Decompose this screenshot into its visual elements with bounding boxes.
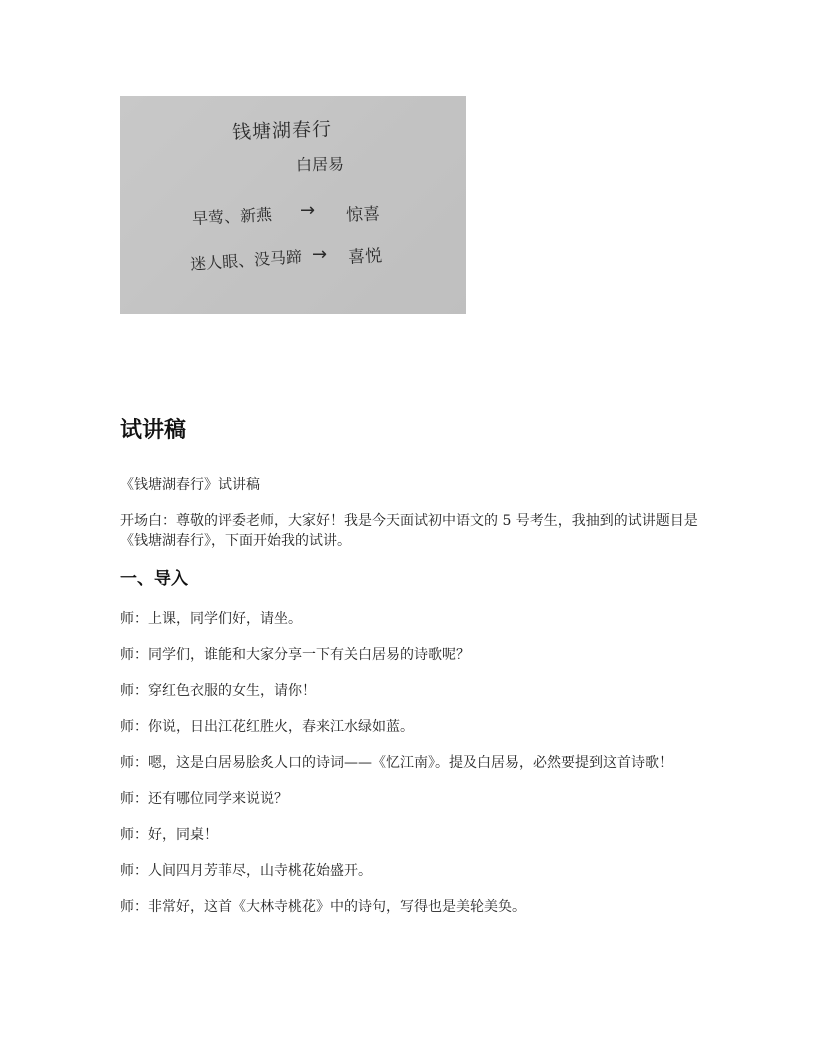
handwritten-notes-photo — [120, 96, 466, 314]
section-heading-intro: 一、导入 — [120, 569, 188, 589]
paragraph: 师：穿红色衣服的女生，请你！ — [120, 683, 316, 699]
photo-line2-right: 喜悦 — [347, 246, 383, 268]
paragraph: 师：好，同桌！ — [120, 827, 218, 843]
paragraph: 师：同学们，谁能和大家分享一下有关白居易的诗歌呢？ — [120, 647, 470, 663]
page-title: 试讲稿 — [120, 418, 187, 443]
arrow-icon: → — [312, 244, 328, 265]
paragraph: 师：还有哪位同学来说说？ — [120, 791, 288, 807]
photo-author: 白居易 — [295, 154, 345, 175]
document-subtitle: 《钱塘湖春行》试讲稿 — [120, 477, 260, 493]
photo-line1-left: 早莺、新燕 — [191, 204, 273, 229]
document-body — [120, 415, 700, 933]
photo-line2-left: 迷人眼、没马蹄 — [189, 247, 303, 274]
paragraph: 师：人间四月芳菲尽，山寺桃花始盛开。 — [120, 863, 372, 879]
photo-line1-right: 惊喜 — [345, 204, 381, 226]
paragraph: 师：非常好，这首《大林寺桃花》中的诗句，写得也是美轮美奂。 — [120, 899, 526, 915]
paragraph: 师：上课，同学们好，请坐。 — [120, 611, 302, 627]
paragraph: 师：嗯，这是白居易脍炙人口的诗词——《忆江南》。提及白居易，必然要提到这首诗歌！ — [120, 755, 673, 771]
opening-paragraph: 开场白：尊敬的评委老师，大家好！我是今天面试初中语文的 5 号考生，我抽到的试讲题目是《钱塘湖春行》，下面开始我的试讲。 — [120, 513, 698, 549]
photo-title: 钱塘湖春行 — [231, 118, 333, 144]
arrow-icon: → — [300, 200, 316, 221]
paragraph: 师：你说，日出江花红胜火，春来江水绿如蓝。 — [120, 719, 414, 735]
